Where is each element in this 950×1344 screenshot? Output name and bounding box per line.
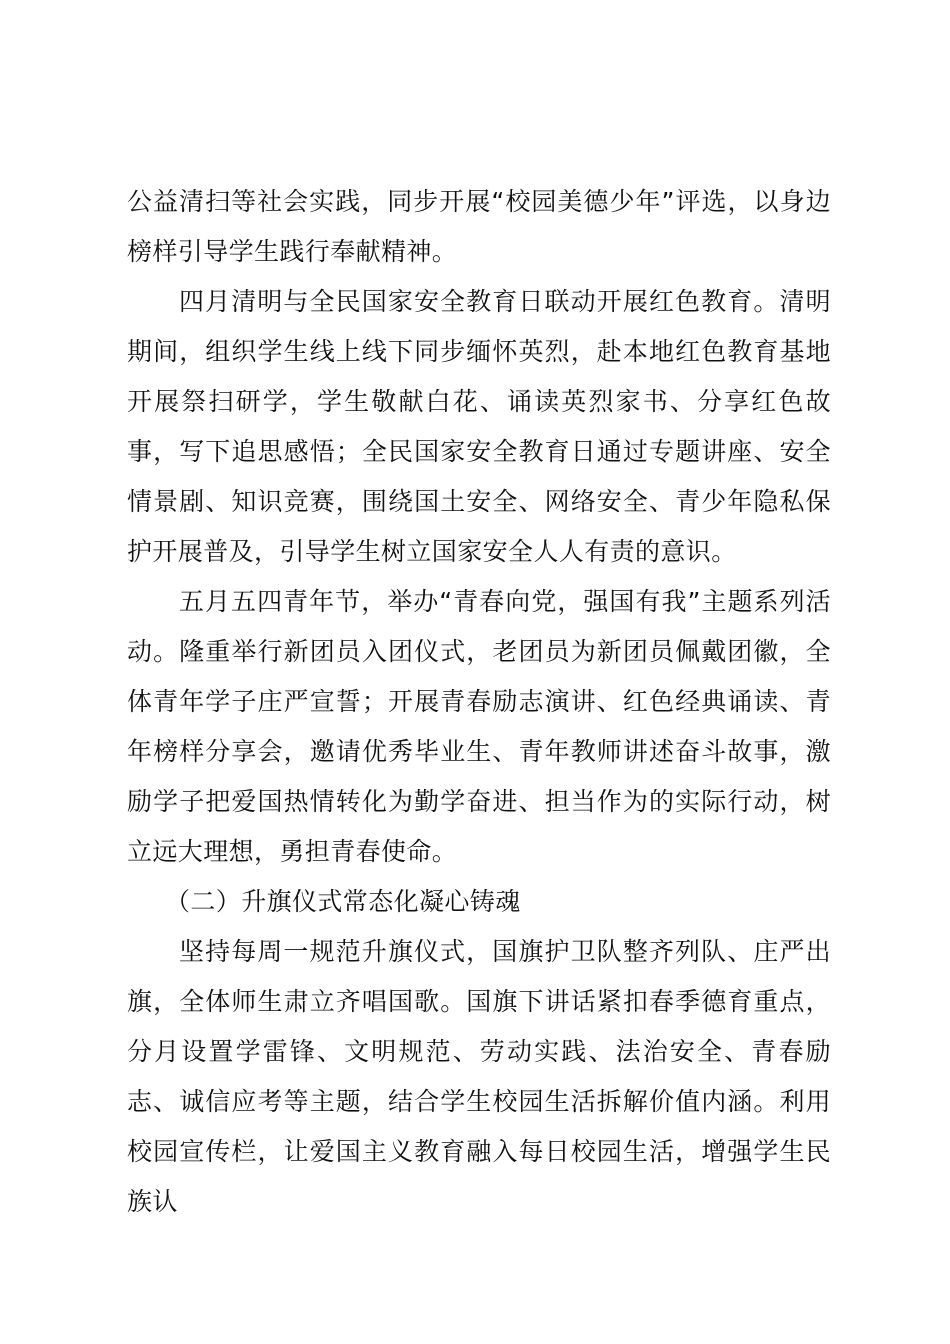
paragraph-may-youth-day: 五月五四青年节，举办“青春向党，强国有我”主题系列活动。隆重举行新团员入团仪式，老团员为新团员佩戴团徽，全体青年学子庄严宣誓；开展青春励志演讲、红色经典诵读、青年榜样分享会，邀请优秀毕业生、青年教师讲述奋斗故事，激励学子把爱国热情转化为勤学奋进、担当作为的实际行动，树立远大理想，勇担青春使命。	[127, 587, 831, 866]
paragraph-april-red-education: 四月清明与全民国家安全教育日联动开展红色教育。清明期间，组织学生线上线下同步缅怀英烈，赴本地红色教育基地开展祭扫研学，学生敬献白花、诵读英烈家书、分享红色故事，写下追思感悟；全民国家安全教育日通过专题讲座、安全情景剧、知识竞赛，围绕国土安全、网络安全、青少年隐私保护开展普及，引导学生树立国家安全人人有责的意识。	[127, 287, 831, 566]
document-body	[127, 177, 831, 1227]
section-heading: （二）升旗仪式常态化凝心铸魂	[165, 887, 521, 916]
paragraph-continuation: 公益清扫等社会实践，同步开展“校园美德少年”评选，以身边榜样引导学生践行奉献精神。	[127, 187, 831, 266]
paragraph-flag-raising: 坚持每周一规范升旗仪式，国旗护卫队整齐列队、庄严出旗，全体师生肃立齐唱国歌。国旗下讲话紧扣春季德育重点，分月设置学雷锋、文明规范、劳动实践、法治安全、青春励志、诚信应考等主题，结合学生校园生活拆解价值内涵。利用校园宣传栏，让爱国主义教育融入每日校园生活，增强学生民族认	[127, 937, 831, 1216]
